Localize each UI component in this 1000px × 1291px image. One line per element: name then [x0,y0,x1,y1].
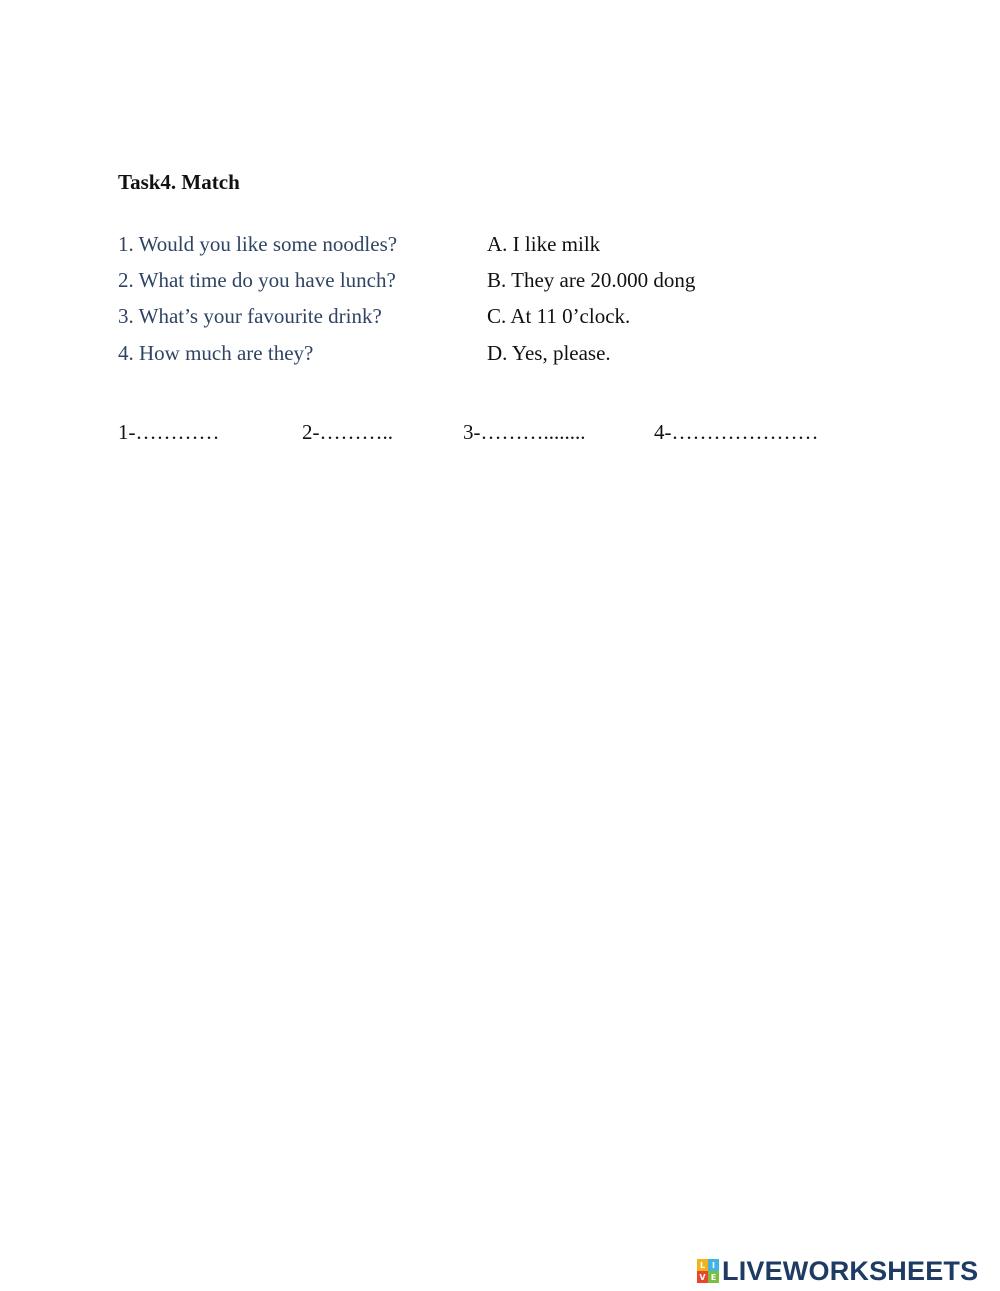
liveworksheets-logo [697,1256,978,1286]
match-row-4 [118,335,878,371]
question-1[interactable]: 1. Would you like some noodles? [118,231,398,256]
match-row-1 [118,226,878,262]
logo-letter-e: E [708,1271,719,1283]
answer-b[interactable]: B. They are 20.000 dong [487,267,696,292]
answer-a[interactable]: A. I like milk [487,231,601,256]
question-4[interactable]: 4. How much are they? [118,340,314,365]
answer-d[interactable]: D. Yes, please. [487,340,611,365]
logo-letter-v: V [697,1271,708,1283]
answer-c[interactable]: C. At 11 0’clock. [487,304,631,329]
match-list [118,226,878,371]
logo-letter-l: L [697,1259,708,1271]
blank-2[interactable]: 2-……….. [302,420,393,444]
logo-text: LIVEWORKSHEETS [722,1256,979,1286]
logo-letter-i: I [708,1259,719,1271]
match-row-2 [118,262,878,298]
match-row-3 [118,299,878,335]
task-title: Task4. Match [118,170,240,194]
answer-blanks [0,420,1000,450]
blank-4[interactable]: 4-………………… [654,420,819,444]
blank-1[interactable]: 1-………… [118,420,220,444]
live-logo-icon [697,1259,719,1283]
question-2[interactable]: 2. What time do you have lunch? [118,267,396,292]
blank-3[interactable]: 3-………........ [463,420,586,444]
question-3[interactable]: 3. What’s your favourite drink? [118,304,382,329]
